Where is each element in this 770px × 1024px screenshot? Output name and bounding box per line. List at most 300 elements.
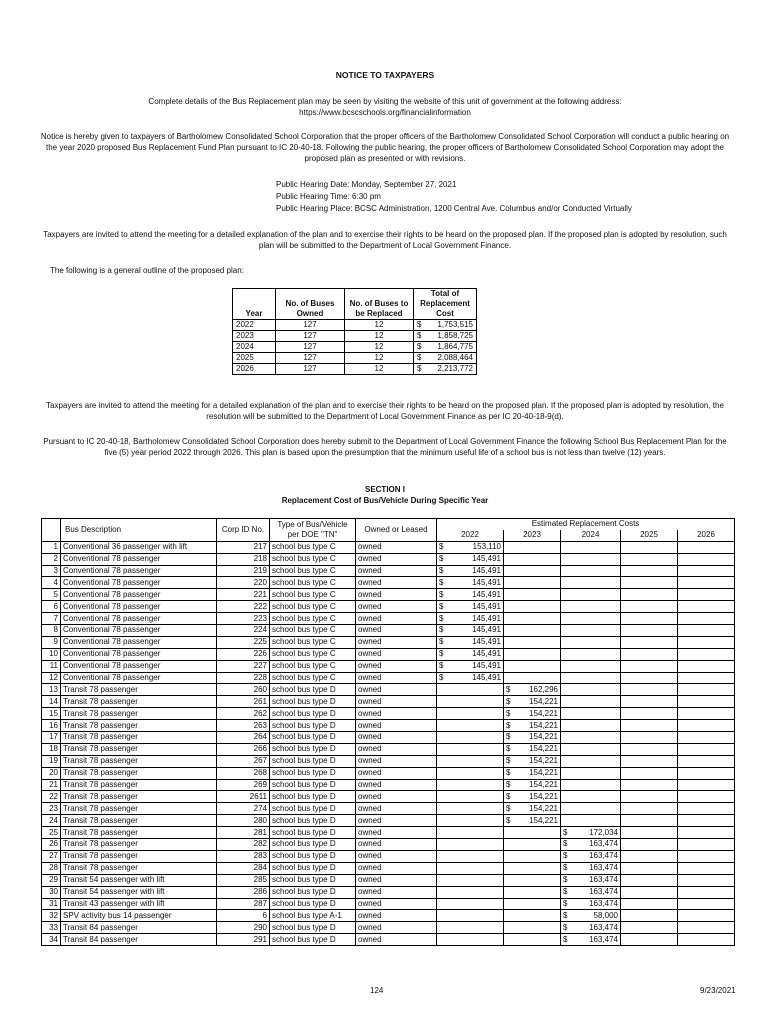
summary-currency: $ [417,364,422,373]
row-number: 5 [42,589,61,601]
ownership: owned [356,648,437,660]
section-title: SECTION I [364,485,405,494]
cost-value: 145,491 [472,589,501,599]
corp-id: 291 [217,934,270,946]
ownership: owned [356,672,437,684]
corp-id: 227 [217,660,270,672]
header-bus-description: Bus Description [61,519,217,542]
row-number: 19 [42,755,61,767]
currency-symbol: $ [439,661,444,671]
currency-symbol: $ [506,756,511,766]
replacement-cost [561,839,621,851]
bus-type: school bus type D [270,827,356,839]
empty-cost-cell [678,541,735,553]
empty-cost-cell [678,601,735,613]
ownership: owned [356,815,437,827]
empty-cost-cell [437,910,504,922]
replacement-cost [437,648,504,660]
corp-id: 225 [217,636,270,648]
row-number: 14 [42,696,61,708]
currency-symbol: $ [506,768,511,778]
summary-owned: 127 [276,364,345,375]
empty-cost-cell [561,636,621,648]
cost-value: 163,474 [589,875,618,885]
row-number: 28 [42,862,61,874]
header-year-2023: 2023 [504,530,561,541]
summary-cost [414,364,477,375]
ownership: owned [356,791,437,803]
header-row-number [42,519,61,542]
empty-cost-cell [504,625,561,637]
cost-value: 154,221 [529,744,558,754]
empty-cost-cell [621,636,678,648]
empty-cost-cell [437,767,504,779]
empty-cost-cell [621,815,678,827]
summary-year: 2022 [233,320,276,331]
corp-id: 274 [217,803,270,815]
intro-line: Complete details of the Bus Replacement plan may be seen by visiting the website of this unit of government at the following address: [148,97,622,106]
intro-url: https://www.bcscschools.org/financialinformation [299,108,471,117]
empty-cost-cell [504,827,561,839]
empty-cost-cell [678,720,735,732]
empty-cost-cell [621,767,678,779]
row-number: 21 [42,779,61,791]
bus-type: school bus type C [270,660,356,672]
row-number: 32 [42,910,61,922]
bus-description: Transit 84 passenger [61,934,217,946]
empty-cost-cell [621,886,678,898]
cost-value: 145,491 [472,613,501,623]
empty-cost-cell [621,684,678,696]
empty-cost-cell [678,613,735,625]
empty-cost-cell [678,648,735,660]
pursuant-paragraph: Pursuant to IC 20-40-18, Bartholomew Consolidated School Corporation does hereby submit to the Department of Local Government Finance the following School Bus Replacement Plan for the five (5) year period 2022 through 2026. This plan is based upon the presumption that the minimum useful life of a school bus is not less than twelve (12) years. [43,437,727,457]
empty-cost-cell [561,589,621,601]
replacement-cost [504,767,561,779]
corp-id: 284 [217,862,270,874]
empty-cost-cell [678,708,735,720]
replacement-cost [561,886,621,898]
corp-id: 266 [217,743,270,755]
table-row [42,803,735,815]
empty-cost-cell [561,625,621,637]
ownership: owned [356,601,437,613]
bus-description: Transit 78 passenger [61,684,217,696]
empty-cost-cell [621,625,678,637]
ownership: owned [356,613,437,625]
empty-cost-cell [678,636,735,648]
replacement-cost [561,850,621,862]
empty-cost-cell [678,779,735,791]
bus-description: Transit 78 passenger [61,827,217,839]
header-owned-leased: Owned or Leased [356,519,437,542]
empty-cost-cell [504,660,561,672]
bus-type: school bus type D [270,850,356,862]
table-row [42,934,735,946]
empty-cost-cell [437,886,504,898]
ownership: owned [356,862,437,874]
row-number: 34 [42,934,61,946]
empty-cost-cell [561,660,621,672]
cost-value: 145,491 [472,566,501,575]
empty-cost-cell [621,743,678,755]
cost-value: 145,491 [472,625,501,635]
ownership: owned [356,589,437,601]
row-number: 9 [42,636,61,648]
row-number: 15 [42,708,61,720]
cost-value: 163,474 [589,863,618,873]
summary-cost-value: 1,753,515 [437,320,473,329]
bus-description: Transit 78 passenger [61,850,217,862]
summary-year: 2025 [233,353,276,364]
currency-symbol: $ [439,625,444,635]
empty-cost-cell [437,850,504,862]
ownership: owned [356,767,437,779]
bus-type: school bus type C [270,553,356,565]
corp-id: 285 [217,874,270,886]
empty-cost-cell [561,648,621,660]
row-number: 3 [42,565,61,577]
corp-id: 268 [217,767,270,779]
table-row [42,625,735,637]
replacement-cost [437,577,504,589]
bus-description: Transit 84 passenger [61,922,217,934]
empty-cost-cell [678,672,735,684]
ownership: owned [356,660,437,672]
empty-cost-cell [504,934,561,946]
empty-cost-cell [621,648,678,660]
currency-symbol: $ [506,720,511,730]
replacement-cost [437,613,504,625]
currency-symbol: $ [563,839,568,849]
cost-value: 154,221 [529,815,558,825]
summary-owned: 127 [276,331,345,342]
bus-description: Transit 78 passenger [61,862,217,874]
summary-cost-value: 1,858,725 [437,331,473,340]
corp-id: 269 [217,779,270,791]
empty-cost-cell [621,708,678,720]
empty-cost-cell [621,755,678,767]
intro-paragraph [60,96,710,118]
currency-symbol: $ [506,791,511,801]
ownership: owned [356,934,437,946]
table-row [42,577,735,589]
table-row [42,791,735,803]
empty-cost-cell [437,755,504,767]
table-row [42,684,735,696]
ownership: owned [356,910,437,922]
empty-cost-cell [504,886,561,898]
empty-cost-cell [678,696,735,708]
footer-date: 9/23/2021 [700,986,736,995]
empty-cost-cell [621,720,678,732]
row-number: 16 [42,720,61,732]
bus-description: Transit 54 passenger with lift [61,886,217,898]
cost-value: 58,000 [593,910,618,920]
cost-value: 145,491 [472,601,501,611]
empty-cost-cell [561,553,621,565]
empty-cost-cell [621,613,678,625]
summary-cost-value: 1,864,775 [437,342,473,351]
currency-symbol: $ [506,803,511,813]
corp-id: 220 [217,577,270,589]
empty-cost-cell [678,803,735,815]
empty-cost-cell [678,684,735,696]
hearing-place: Public Hearing Place: BCSC Administration, 1200 Central Ave. Columbus and/or Conducted Virtually [276,204,632,213]
row-number: 30 [42,886,61,898]
corp-id: 287 [217,898,270,910]
row-number: 23 [42,803,61,815]
summary-cost [414,342,477,353]
corp-id: 264 [217,732,270,744]
summary-cost-value: 2,213,772 [437,364,473,373]
bus-type: school bus type C [270,601,356,613]
summary-header-replaced: No. of Buses to be Replaced [345,289,414,320]
empty-cost-cell [621,874,678,886]
row-number: 22 [42,791,61,803]
empty-cost-cell [621,696,678,708]
bus-type: school bus type C [270,565,356,577]
empty-cost-cell [504,648,561,660]
empty-cost-cell [678,755,735,767]
row-number: 13 [42,684,61,696]
ownership: owned [356,577,437,589]
empty-cost-cell [621,803,678,815]
replacement-cost [437,541,504,553]
empty-cost-cell [621,779,678,791]
empty-cost-cell [621,577,678,589]
empty-cost-cell [678,767,735,779]
currency-symbol: $ [439,566,444,575]
summary-row [233,364,477,375]
corp-id: 260 [217,684,270,696]
summary-currency: $ [417,320,422,329]
cost-value: 154,221 [529,732,558,742]
table-row [42,708,735,720]
empty-cost-cell [437,684,504,696]
empty-cost-cell [678,874,735,886]
summary-row [233,353,477,364]
ownership: owned [356,839,437,851]
empty-cost-cell [621,541,678,553]
corp-id: 221 [217,589,270,601]
bus-description: Conventional 78 passenger [61,565,217,577]
replacement-cost [437,672,504,684]
empty-cost-cell [504,862,561,874]
cost-value: 145,491 [472,637,501,647]
empty-cost-cell [678,898,735,910]
empty-cost-cell [504,898,561,910]
replacement-cost [437,553,504,565]
bus-description: Conventional 78 passenger [61,613,217,625]
replacement-cost [561,934,621,946]
ownership: owned [356,696,437,708]
empty-cost-cell [561,684,621,696]
replacement-cost [504,696,561,708]
hearing-details [276,179,632,215]
currency-symbol: $ [439,673,444,683]
currency-symbol: $ [439,542,444,552]
empty-cost-cell [437,934,504,946]
replacement-cost [437,565,504,577]
empty-cost-cell [561,577,621,589]
corp-id: 280 [217,815,270,827]
corp-id: 282 [217,839,270,851]
empty-cost-cell [504,672,561,684]
header-year-2024: 2024 [561,530,621,541]
cost-value: 145,491 [472,554,501,564]
empty-cost-cell [678,910,735,922]
currency-symbol: $ [506,780,511,790]
bus-type: school bus type D [270,815,356,827]
bus-description: Transit 78 passenger [61,767,217,779]
ownership: owned [356,684,437,696]
empty-cost-cell [437,779,504,791]
summary-header-owned: No. of Buses Owned [276,289,345,320]
empty-cost-cell [621,589,678,601]
empty-cost-cell [621,601,678,613]
summary-replaced: 12 [345,331,414,342]
replacement-cost [504,708,561,720]
summary-replaced: 12 [345,364,414,375]
row-number: 24 [42,815,61,827]
corp-id: 286 [217,886,270,898]
cost-value: 172,034 [589,827,618,837]
currency-symbol: $ [563,827,568,837]
cost-value: 163,474 [589,898,618,908]
row-number: 10 [42,648,61,660]
replacement-cost [504,684,561,696]
summary-row [233,331,477,342]
ownership: owned [356,886,437,898]
cost-value: 145,491 [472,577,501,587]
notice-paragraph: Notice is hereby given to taxpayers of Bartholomew Consolidated School Corporation that the proper officers of the Bartholomew Consolidated School Corporation will conduct a public hearing on the year 2020 proposed Bus Replacement Fund Plan pursuant to IC 20-40-18. Following the public hearing, the proper officers of Bartholomew Consolidated School Corporation may adopt the proposed plan as presented or with revisions. [40,132,730,163]
replacement-cost [437,660,504,672]
bus-type: school bus type C [270,672,356,684]
empty-cost-cell [437,874,504,886]
row-number: 18 [42,743,61,755]
cost-value: 154,221 [529,756,558,766]
empty-cost-cell [678,886,735,898]
empty-cost-cell [678,565,735,577]
replacement-cost [561,898,621,910]
table-row [42,589,735,601]
cost-value: 154,221 [529,768,558,778]
bus-description: Transit 78 passenger [61,803,217,815]
empty-cost-cell [504,922,561,934]
bus-description: Transit 43 passenger with lift [61,898,217,910]
replacement-cost [437,636,504,648]
ownership: owned [356,565,437,577]
empty-cost-cell [504,553,561,565]
empty-cost-cell [678,660,735,672]
cost-value: 163,474 [589,934,618,944]
empty-cost-cell [678,589,735,601]
table-row [42,874,735,886]
section-subtitle: Replacement Cost of Bus/Vehicle During Specific Year [281,496,489,505]
bus-description: Transit 78 passenger [61,743,217,755]
cost-value: 153,110 [472,542,501,552]
replacement-cost [561,862,621,874]
cost-value: 145,491 [472,649,501,659]
replacement-cost [504,720,561,732]
currency-symbol: $ [506,815,511,825]
header-year-2026: 2026 [678,530,735,541]
ownership: owned [356,827,437,839]
summary-year: 2024 [233,342,276,353]
summary-currency: $ [417,353,422,362]
notice-title: NOTICE TO TAXPAYERS [335,70,435,80]
cost-value: 154,221 [529,803,558,813]
cost-value: 163,474 [589,922,618,932]
bus-type: school bus type D [270,684,356,696]
currency-symbol: $ [563,910,568,920]
bus-type: school bus type C [270,577,356,589]
table-row [42,755,735,767]
row-number: 27 [42,850,61,862]
empty-cost-cell [504,636,561,648]
cost-value: 154,221 [529,791,558,801]
bus-type: school bus type C [270,613,356,625]
bus-replacement-table [41,518,735,946]
ownership: owned [356,541,437,553]
bus-description: Conventional 78 passenger [61,636,217,648]
currency-symbol: $ [506,708,511,718]
bus-description: Conventional 36 passenger with lift [61,541,217,553]
empty-cost-cell [678,791,735,803]
bus-type: school bus type D [270,886,356,898]
bus-description: Transit 78 passenger [61,720,217,732]
summary-table [232,288,477,375]
empty-cost-cell [678,743,735,755]
empty-cost-cell [504,850,561,862]
table-row [42,767,735,779]
ownership: owned [356,898,437,910]
table-row [42,636,735,648]
row-number: 26 [42,839,61,851]
bus-description: Conventional 78 passenger [61,672,217,684]
currency-symbol: $ [439,637,444,647]
empty-cost-cell [678,850,735,862]
invite-paragraph-2: Taxpayers are invited to attend the meeting for a detailed explanation of the plan and to exercise their rights to be heard on the proposed plan. If the proposed plan is adopted by resolution, the resolution will be submitted to the Department of Local Government Finance as per IC 20-40-18-9(d). [46,401,724,421]
row-number: 29 [42,874,61,886]
bus-type: school bus type D [270,791,356,803]
table-row [42,541,735,553]
corp-id: 217 [217,541,270,553]
empty-cost-cell [437,922,504,934]
bus-type: school bus type D [270,696,356,708]
empty-cost-cell [621,934,678,946]
empty-cost-cell [621,839,678,851]
replacement-cost [561,910,621,922]
empty-cost-cell [621,732,678,744]
bus-description: Transit 78 passenger [61,779,217,791]
corp-id: 263 [217,720,270,732]
currency-symbol: $ [506,696,511,706]
currency-symbol: $ [563,934,568,944]
empty-cost-cell [678,862,735,874]
row-number: 7 [42,613,61,625]
corp-id: 6 [217,910,270,922]
corp-id: 283 [217,850,270,862]
empty-cost-cell [678,922,735,934]
empty-cost-cell [678,934,735,946]
corp-id: 261 [217,696,270,708]
empty-cost-cell [621,862,678,874]
cost-value: 162,296 [529,684,558,694]
bus-description: Conventional 78 passenger [61,625,217,637]
currency-symbol: $ [506,744,511,754]
